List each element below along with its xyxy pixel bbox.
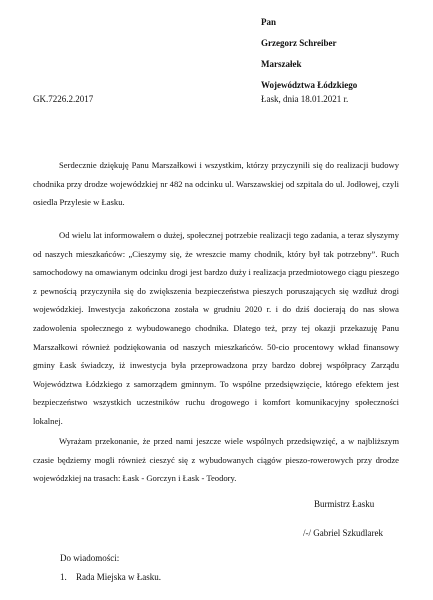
- paragraph-1: [33, 156, 399, 212]
- addressee-line: Województwa Łódzkiego: [261, 80, 358, 90]
- signer-name: /-/ Gabriel Szkudlarek: [303, 528, 383, 538]
- reference-number: GK.7226.2.2017: [33, 94, 94, 104]
- paragraph-text: Serdecznie dziękuję Panu Marszałkowi i wszystkim, którzy przyczynili się do realizacji budowy chodnika przy drodze wojewódzkiej nr 482 na odcinku ul. Warszawskiej od szpitala do ul. Jodłowej, czyli osiedla Przylesie w Łasku.: [33, 160, 399, 208]
- place-and-date: Łask, dnia 18.01.2021 r.: [261, 94, 349, 104]
- cc-list: [60, 572, 161, 582]
- addressee-line: Grzegorz Schreiber: [261, 38, 337, 48]
- signer-title: Burmistrz Łasku: [314, 499, 375, 509]
- paragraph-2: [33, 226, 399, 431]
- addressee-block: [261, 12, 357, 96]
- cc-item-number: 1.: [60, 572, 67, 582]
- paragraph-text: Wyrażam przekonanie, że przed nami jeszcze wiele wspólnych przedsięwzięć, a w najbliższym czasie będziemy mogli również cieszyć się z wybudowanych ciągów pieszo-rowerowych przy drodze wojewódzkiej na trasach: Łask - Gorczyn i Łask - Teodory.: [33, 436, 399, 484]
- paragraph-text: Od wielu lat informowałem o dużej, społecznej potrzebie realizacji tego zadania, a teraz słyszymy od naszych mieszkańców: „Cieszymy się, że wreszcie mamy chodnik, który był tak potrzebny”. Ruch samochodowy na omawianym odcinku drogi jest bardzo duży i realizacja przedmiotowego ciągu pieszego z pewnością przyczyniła się do zwiększenia bezpieczeństwa pieszych poruszających się wzdłuż drogi wojewódzkiej. Inwestycja zakończona została w grudniu 2020 r. i do dziś docierają do nas słowa zadowolenia społecznego z wybudowanego chodnika. Dlatego też, przy tej okazji przekazuję Panu Marszałkowi również podziękowania od naszych mieszkańców. 50-cio procentowy wkład finansowy gminy Łask świadczy, iż inwestycja była przeprowadzona przy bardzo dobrej współpracy Zarządu Województwa Łódzkiego z samorządem gminnym. To wspólne przedsięwzięcie, którego efektem jest bezpieczeństwo wszystkich uczestników ruchu drogowego i komfort komunikacyjny społeczności lokalnej.: [33, 230, 399, 426]
- addressee-line: Pan: [261, 17, 277, 27]
- paragraph-3: [33, 432, 399, 488]
- cc-item-text: Rada Miejska w Łasku.: [76, 572, 161, 582]
- addressee-line: Marszałek: [261, 59, 302, 69]
- cc-list-item: [60, 572, 161, 582]
- cc-label: Do wiadomości:: [60, 553, 120, 563]
